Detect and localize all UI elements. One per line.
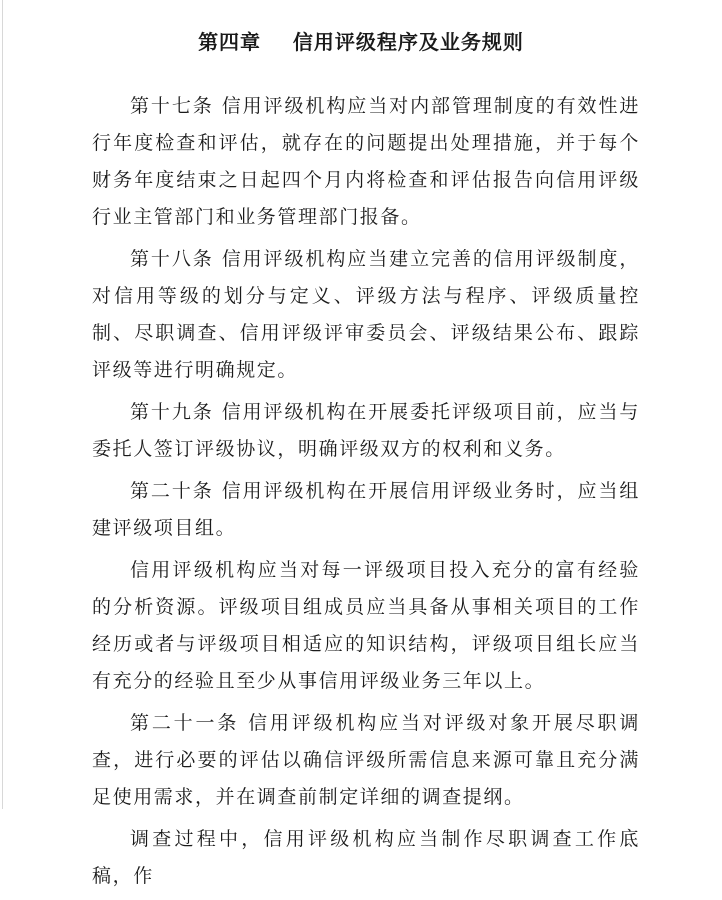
document-body [92,88,640,900]
article-19-paragraph: 第十九条 信用评级机构在开展委托评级项目前，应当与委托人签订评级协议，明确评级双方的权利和义务。 [92,401,640,460]
article-17-paragraph: 第十七条 信用评级机构应当对内部管理制度的有效性进行年度检查和评估，就存在的问题提出处理措施，并于每个财务年度结束之日起四个月内将检查和评估报告向信用评级行业主管部门和业务管理部门报备。 [92,95,640,228]
article-18-paragraph: 第十八条 信用评级机构应当建立完善的信用评级制度，对信用等级的划分与定义、评级方法与程序、评级质量控制、尽职调查、信用评级评审委员会、评级结果公布、跟踪评级等进行明确规定。 [92,248,640,381]
page-edge-divider [2,0,3,809]
article-20-continuation-paragraph: 信用评级机构应当对每一评级项目投入充分的富有经验的分析资源。评级项目组成员应当具备从事相关项目的工作经历或者与评级项目相适应的知识结构，评级项目组长应当有充分的经验且至少从事信用评级业务三年以上。 [92,559,640,692]
article-21-continuation-paragraph: 调查过程中，信用评级机构应当制作尽职调查工作底稿，作 [92,828,640,887]
chapter-title: 第四章 信用评级程序及业务规则 [198,30,524,54]
article-20-paragraph: 第二十条 信用评级机构在开展信用评级业务时，应当组建评级项目组。 [92,480,640,539]
article-21-paragraph: 第二十一条 信用评级机构应当对评级对象开展尽职调查，进行必要的评估以确信评级所需信息来源可靠且充分满足使用需求，并在调查前制定详细的调查提纲。 [92,712,640,808]
